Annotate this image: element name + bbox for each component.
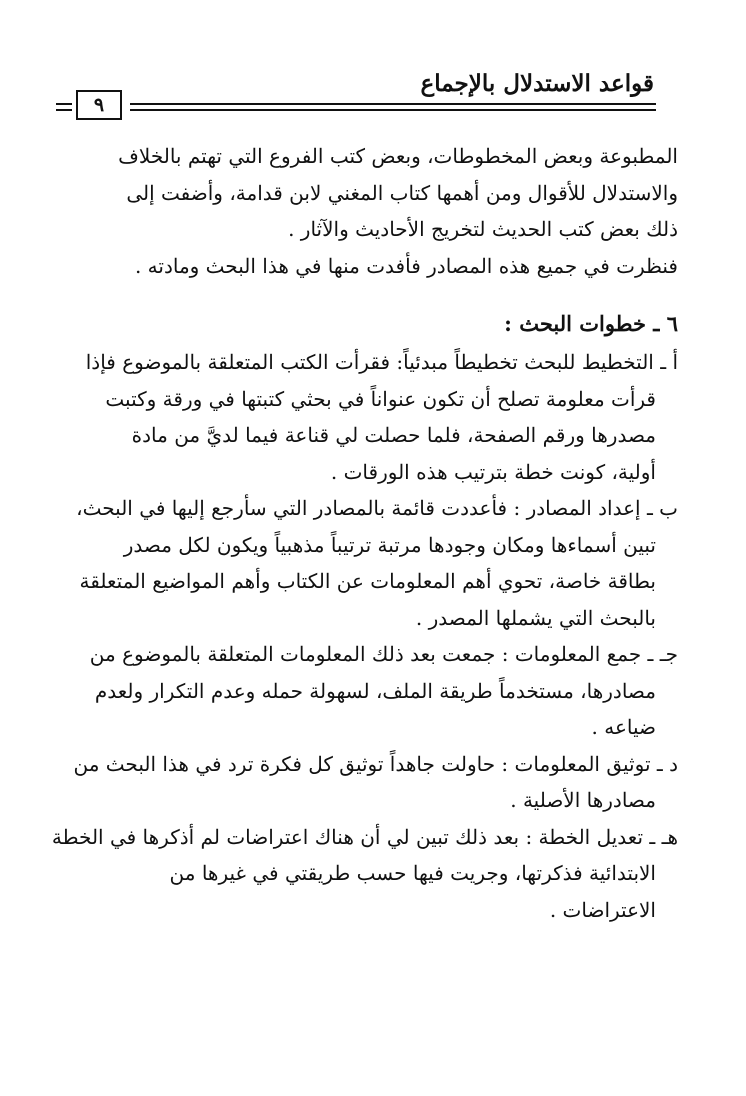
paragraph-line: والاستدلال للأقوال ومن أهمها كتاب المغني لابن قدامة، وأضفت إلى (126, 180, 678, 205)
header-rule-left (56, 103, 72, 113)
running-title: قواعد الاستدلال بالإجماع (420, 70, 654, 97)
item-line: مصادرها الأصلية . (510, 788, 656, 812)
item-line: الابتدائية فذكرتها، وجريت فيها حسب طريقتي في غيرها من (169, 861, 656, 885)
item-line: أ ـ التخطيط للبحث تخطيطاً مبدئياً: فقرأت الكتب المتعلقة بالموضوع فإذا (85, 350, 678, 374)
item-line: ب ـ إعداد المصادر : فأعددت قائمة بالمصادر التي سأرجع إليها في البحث، (76, 496, 678, 520)
item-line: بطاقة خاصة، تحوي أهم المعلومات عن الكتاب وأهم المواضيع المتعلقة (79, 569, 656, 593)
paragraph-line: المطبوعة وبعض المخطوطات، وبعض كتب الفروع التي تهتم بالخلاف (118, 144, 678, 168)
item-line: ضياعه . (591, 715, 656, 739)
item-line: قرأت معلومة تصلح أن تكون عنواناً في بحثي كتبتها في ورقة وكتبت (105, 386, 656, 411)
list-item (52, 746, 678, 819)
item-line: أولية، كونت خطة بترتيب هذه الورقات . (330, 459, 656, 484)
item-line: تبين أسماءها ومكان وجودها مرتبة ترتيباً مذهبياً ويكون لكل مصدر (123, 532, 656, 557)
header-rule (130, 103, 656, 113)
list-item (52, 490, 678, 636)
section-heading: ٦ ـ خطوات البحث : (504, 311, 678, 336)
item-line: مصدرها ورقم الصفحة، فلما حصلت لي قناعة فيما لديَّ من مادة (131, 423, 656, 447)
item-line: الاعتراضات . (549, 897, 656, 922)
item-line: بالبحث التي يشملها المصدر . (415, 605, 656, 630)
paragraph-line: فنظرت في جميع هذه المصادر فأفدت منها في هذا البحث ومادته . (134, 253, 678, 278)
item-line: هـ ـ تعديل الخطة : بعد ذلك تبين لي أن هناك اعتراضات لم أذكرها في الخطة (51, 824, 678, 849)
page-number: ٩ (76, 90, 122, 120)
item-line: جـ ـ جمع المعلومات : جمعت بعد ذلك المعلومات المتعلقة بالموضوع من (89, 642, 678, 666)
list-item (52, 344, 678, 490)
body-text (52, 138, 678, 928)
paragraph-line: ذلك بعض كتب الحديث لتخريج الأحاديث والآثار . (288, 217, 678, 241)
list-item (52, 636, 678, 746)
list-item (52, 819, 678, 929)
item-line: د ـ توثيق المعلومات : حاولت جاهداً توثيق كل فكرة ترد في هذا البحث من (73, 751, 678, 776)
item-line: مصادرها، مستخدماً طريقة الملف، لسهولة حمله وعدم التكرار ولعدم (94, 678, 656, 703)
